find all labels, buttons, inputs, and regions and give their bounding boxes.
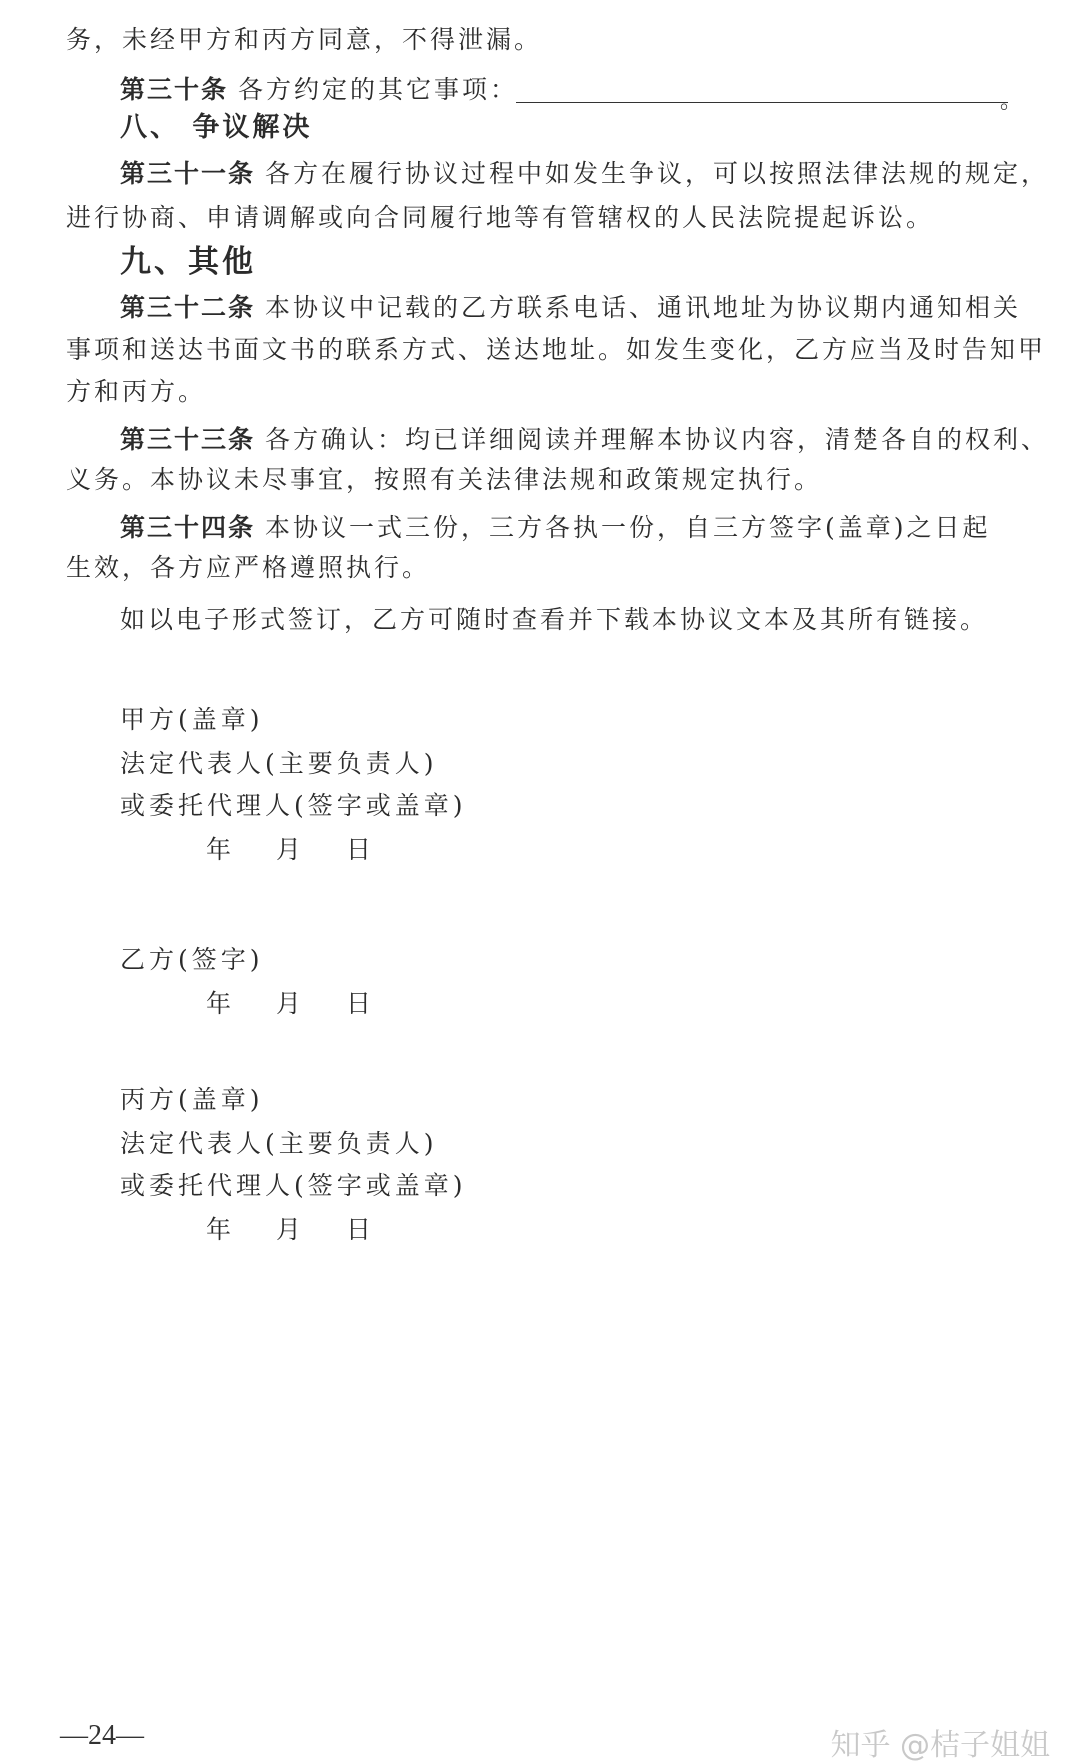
party-b-date: [206, 984, 416, 1024]
page-number: —24—: [60, 1720, 144, 1751]
article-text: 各方确认：均已详细阅读并理解本协议内容，清楚各自的权利、: [265, 425, 1050, 454]
party-a-representative: 法定代表人(主要负责人): [120, 749, 438, 778]
article-number: 第三十四条: [120, 513, 256, 542]
party-a-agent: 或委托代理人(签字或盖章): [120, 791, 467, 820]
article-number: 第三十二条: [120, 293, 256, 322]
text-line: 义务。本协议未尽事宜，按照有关法律法规和政策规定执行。: [66, 465, 823, 494]
party-a-label: 甲方(盖章): [120, 705, 264, 734]
article-number: 第三十一条: [120, 159, 256, 188]
party-a-date: [206, 830, 416, 870]
fill-in-blank-line: [516, 102, 1008, 103]
article-number: 第三十条: [120, 75, 229, 104]
party-c-agent: 或委托代理人(签字或盖章): [120, 1171, 467, 1200]
year-label: 年: [206, 1215, 232, 1244]
month-label: 月: [276, 835, 302, 864]
text-line: 进行协商、申请调解或向合同履行地等有管辖权的人民法院提起诉讼。: [66, 203, 935, 232]
article-34: [120, 508, 1014, 548]
text-line: 方和丙方。: [66, 377, 207, 406]
year-label: 年: [206, 835, 232, 864]
article-text: 本协议一式三份，三方各执一份，自三方签字(盖章)之日起: [265, 513, 991, 542]
text-line: 如以电子形式签订，乙方可随时查看并下载本协议文本及其所有链接。: [120, 605, 989, 634]
article-31: [120, 154, 1050, 194]
party-c-date: [206, 1210, 416, 1250]
section-heading: 八、 争议解决: [120, 112, 313, 143]
article-number: 第三十三条: [120, 425, 256, 454]
text-line: 生效，各方应严格遵照执行。: [66, 553, 431, 582]
article-33: [120, 420, 1050, 460]
text-line: 事项和送达书面文书的联系方式、送达地址。如发生变化，乙方应当及时告知甲: [66, 335, 1047, 364]
article-32: [120, 288, 1022, 328]
party-c-label: 丙方(盖章): [120, 1085, 264, 1114]
section-heading: 九、其他: [120, 244, 256, 280]
month-label: 月: [276, 989, 302, 1018]
day-label: 日: [346, 1215, 372, 1244]
watermark: 知乎 @桔子姐姐: [830, 1728, 1050, 1763]
day-label: 日: [346, 835, 372, 864]
day-label: 日: [346, 989, 372, 1018]
month-label: 月: [276, 1215, 302, 1244]
period-mark: 。: [1000, 89, 1023, 114]
year-label: 年: [206, 989, 232, 1018]
party-c-representative: 法定代表人(主要负责人): [120, 1129, 438, 1158]
article-30: [120, 70, 1014, 110]
article-text: 本协议中记载的乙方联系电话、通讯地址为协议期内通知相关: [265, 293, 1022, 322]
article-text: 各方在履行协议过程中如发生争议，可以按照法律法规的规定，: [265, 159, 1050, 188]
article-text: 各方约定的其它事项：: [238, 75, 519, 104]
party-b-label: 乙方(签字): [120, 945, 264, 974]
text-line: 务，未经甲方和丙方同意，不得泄漏。: [66, 25, 543, 54]
